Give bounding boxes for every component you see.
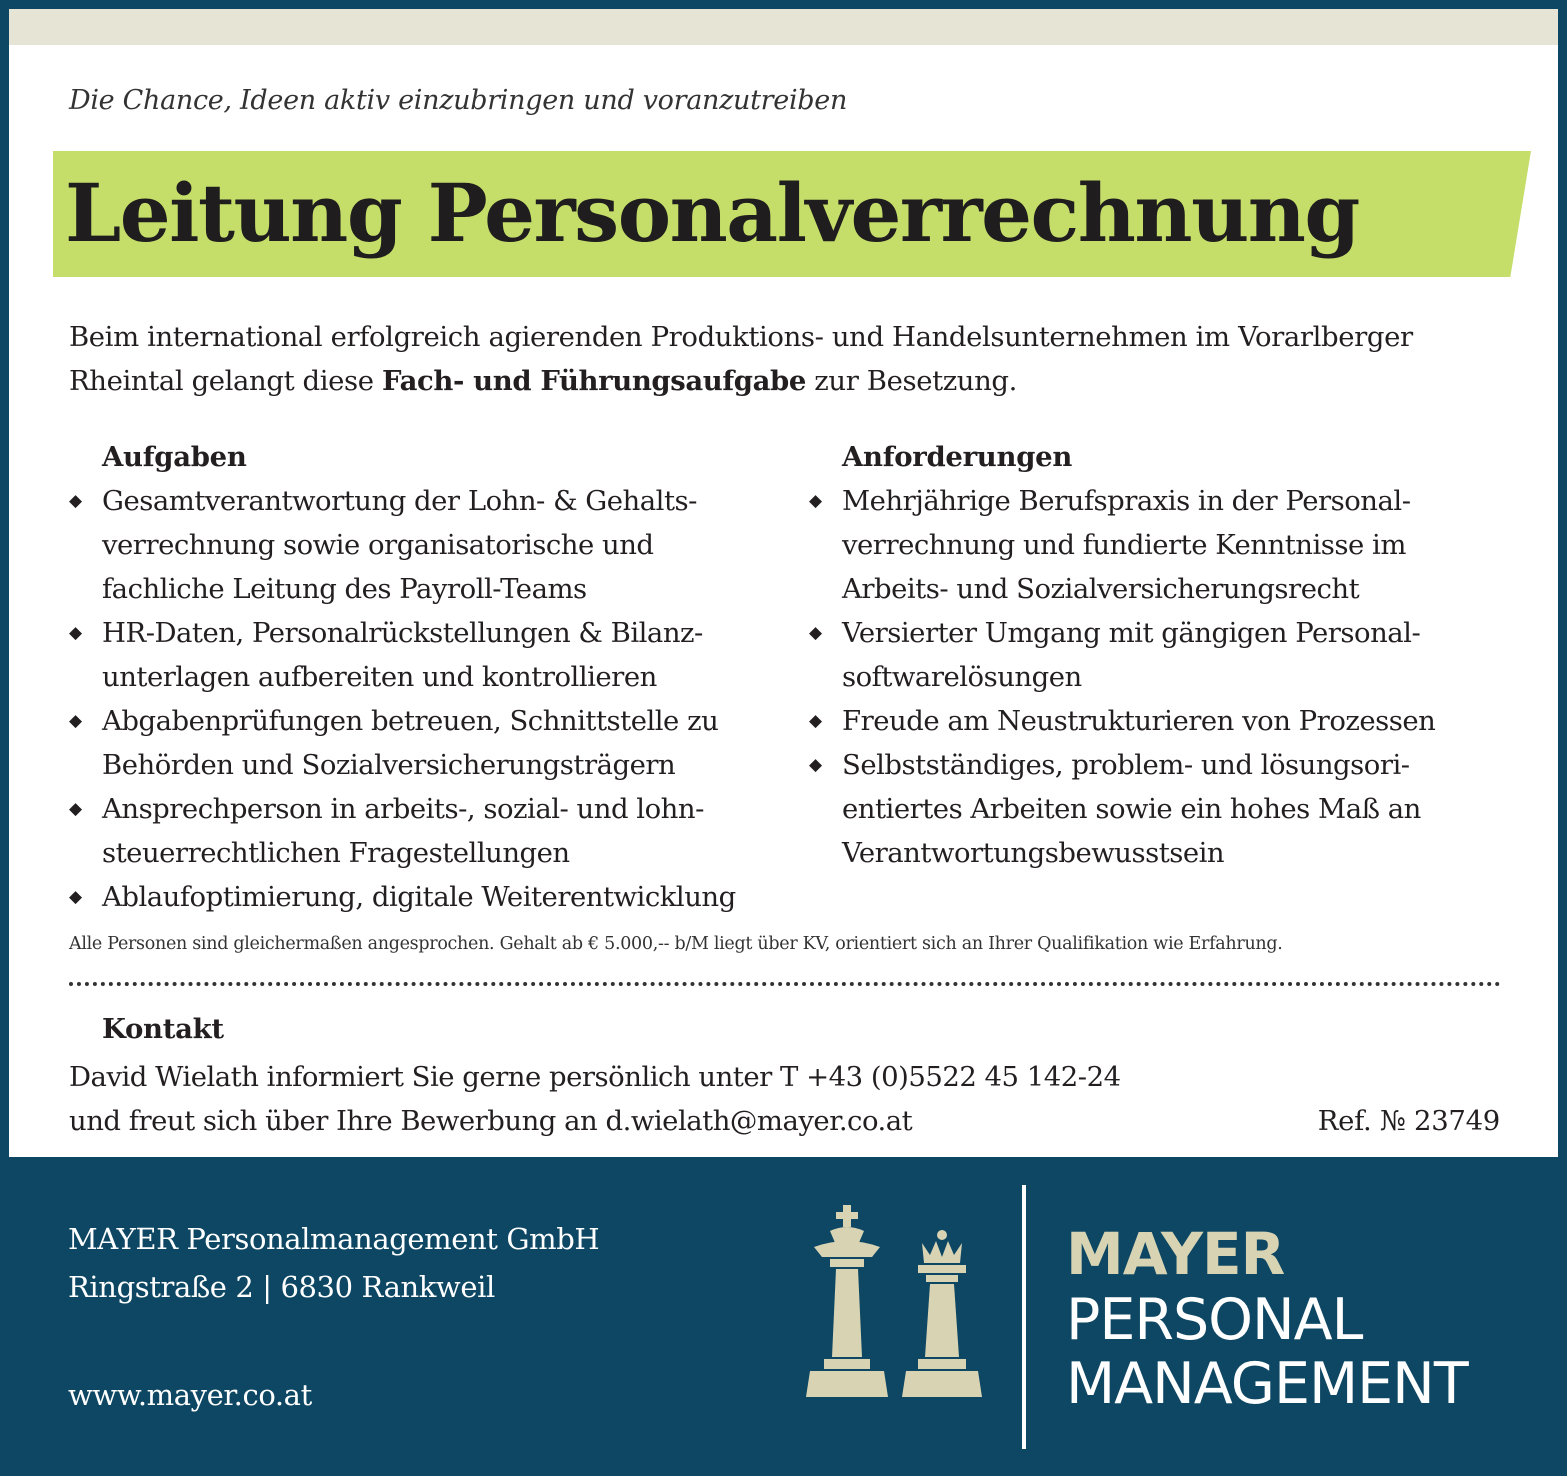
list-item-line: Ablaufoptimierung, digitale Weiterentwicklung bbox=[102, 881, 736, 913]
contact-phone-line: David Wielath informiert Sie gerne persönlich unter T +43 (0)5522 45 142-24 bbox=[69, 1061, 1121, 1093]
top-band bbox=[9, 9, 1558, 45]
ad-card bbox=[9, 9, 1558, 1157]
company-website-link[interactable]: www.mayer.co.at bbox=[68, 1378, 312, 1412]
list-item-line: Behörden und Sozialversicherungsträgern bbox=[102, 749, 676, 781]
list-item-line: softwarelösungen bbox=[842, 661, 1082, 693]
tagline: Die Chance, Ideen aktiv einzubringen und voranzutreiben bbox=[69, 85, 848, 116]
tasks-column bbox=[69, 435, 789, 919]
list-item-line: Freude am Neustrukturieren von Prozessen bbox=[842, 705, 1436, 737]
list-item-line: HR-Daten, Personalrückstellungen & Bilanz- bbox=[102, 617, 703, 649]
requirements-list bbox=[809, 479, 1509, 875]
requirements-column bbox=[809, 435, 1509, 875]
bullet-icon: ◆ bbox=[69, 887, 82, 907]
intro-text bbox=[69, 315, 1519, 403]
bullet-icon: ◆ bbox=[69, 491, 82, 511]
list-item bbox=[809, 743, 1509, 875]
tasks-list bbox=[69, 479, 789, 919]
intro-line-2-pre: Rheintal gelangt diese bbox=[69, 365, 382, 397]
list-item-line: Versierter Umgang mit gängigen Personal- bbox=[842, 617, 1421, 649]
list-item-line: Ansprechperson in arbeits-, sozial- und lohn- bbox=[102, 793, 704, 825]
list-item bbox=[69, 875, 789, 919]
dotted-divider bbox=[69, 982, 1501, 986]
bullet-icon: ◆ bbox=[69, 799, 82, 819]
company-address: Ringstraße 2 | 6830 Rankweil bbox=[68, 1270, 495, 1304]
bullet-icon: ◆ bbox=[69, 623, 82, 643]
bullet-icon: ◆ bbox=[809, 491, 822, 511]
list-item-line: Arbeits- und Sozialversicherungsrecht bbox=[842, 573, 1360, 605]
list-item bbox=[69, 611, 789, 699]
bullet-icon: ◆ bbox=[809, 623, 822, 643]
list-item bbox=[809, 699, 1509, 743]
brand-line-personal: PERSONAL bbox=[1066, 1287, 1363, 1353]
reference-number: Ref. № 23749 bbox=[1317, 1105, 1500, 1137]
list-item-line: Mehrjährige Berufspraxis in der Personal- bbox=[842, 485, 1411, 517]
bullet-icon: ◆ bbox=[69, 711, 82, 731]
list-item-line: Selbstständiges, problem- und lösungsori- bbox=[842, 749, 1410, 781]
job-title: Leitung Personalverrechnung bbox=[65, 166, 1359, 260]
list-item-line: Abgabenprüfungen betreuen, Schnittstelle zu bbox=[102, 705, 719, 737]
list-item-line: Verantwortungsbewusstsein bbox=[842, 837, 1225, 869]
salary-note: Alle Personen sind gleichermaßen angesprochen. Gehalt ab € 5.000,-- b/M liegt über KV, orientiert sich an Ihrer Qualifikation wie Erfahrung. bbox=[69, 934, 1283, 954]
intro-line-2 bbox=[69, 359, 1519, 403]
bullet-icon: ◆ bbox=[809, 755, 822, 775]
list-item-line: verrechnung und fundierte Kenntnisse im bbox=[842, 529, 1406, 561]
list-item-line: entiertes Arbeiten sowie ein hohes Maß an bbox=[842, 793, 1421, 825]
list-item-line: unterlagen aufbereiten und kontrollieren bbox=[102, 661, 657, 693]
list-item-line: verrechnung sowie organisatorische und bbox=[102, 529, 654, 561]
list-item bbox=[809, 611, 1509, 699]
bullet-icon: ◆ bbox=[809, 711, 822, 731]
chess-king-and-queen-icon bbox=[800, 1205, 990, 1405]
contact-heading: Kontakt bbox=[102, 1013, 224, 1045]
contact-email-line: und freut sich über Ihre Bewerbung an d.wielath@mayer.co.at bbox=[69, 1105, 913, 1137]
list-item-line: Gesamtverantwortung der Lohn- & Gehalts- bbox=[102, 485, 697, 517]
brand-name: MAYER bbox=[1066, 1220, 1285, 1288]
list-item-line: fachliche Leitung des Payroll-Teams bbox=[102, 573, 587, 605]
intro-line-2-post: zur Besetzung. bbox=[805, 365, 1017, 397]
list-item bbox=[69, 699, 789, 787]
list-item-line: steuerrechtlichen Fragestellungen bbox=[102, 837, 570, 869]
company-name: MAYER Personalmanagement GmbH bbox=[68, 1222, 600, 1256]
tasks-heading: Aufgaben bbox=[102, 441, 247, 473]
logo-divider bbox=[1022, 1185, 1026, 1449]
list-item bbox=[69, 787, 789, 875]
intro-line-1: Beim international erfolgreich agierenden Produktions- und Handelsunternehmen im Vorarlberger bbox=[69, 321, 1413, 353]
brand-line-management: MANAGEMENT bbox=[1066, 1351, 1468, 1417]
list-item bbox=[809, 479, 1509, 611]
intro-bold: Fach- und Führungsaufgabe bbox=[381, 365, 806, 397]
list-item bbox=[69, 479, 789, 611]
requirements-heading: Anforderungen bbox=[842, 441, 1073, 473]
